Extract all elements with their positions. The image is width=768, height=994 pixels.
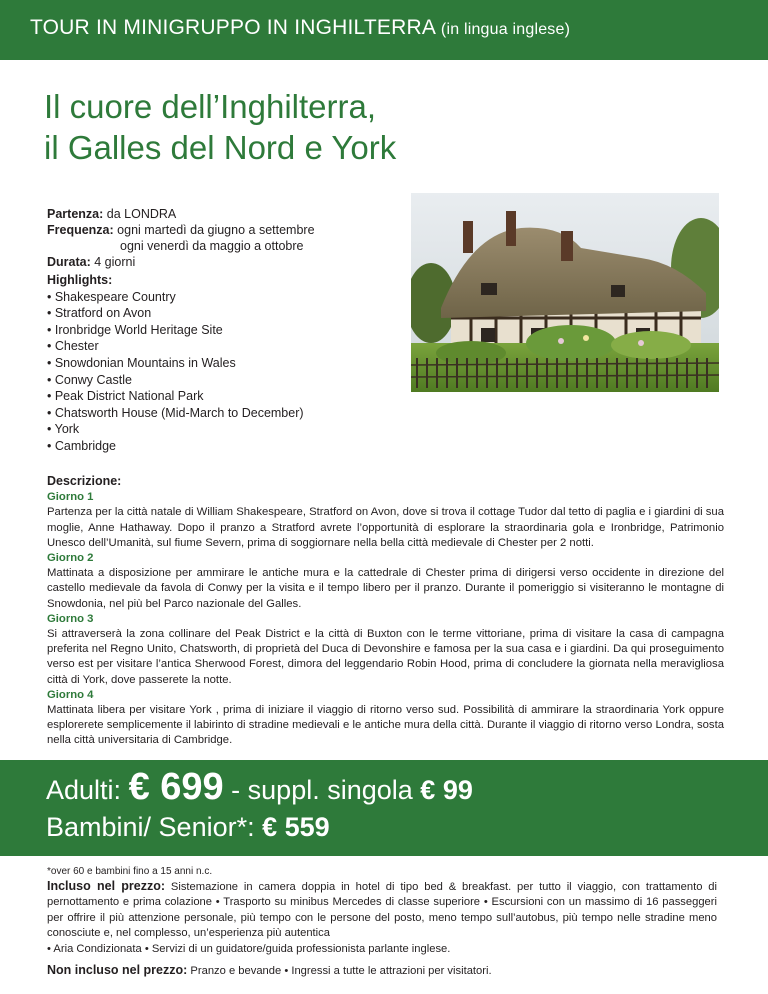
not-included-section: [47, 963, 492, 977]
included-label: Incluso nel prezzo:: [47, 879, 166, 893]
header-bar: [0, 0, 768, 60]
page-title: [44, 86, 396, 168]
included-text: Sistemazione in camera doppia in hotel di tipo bed & breakfast. per tutto il viaggio, con trattamento di pernottamento e prima colazione • Trasporto su minibus Mercedes di classe superiore • Escursioni con un massimo di 16 passeggeri per offrire il più attenzione personale, più tempo con le persone del posto, meno tempo sull’autobus, più tempo nelle stradine meno conosciute e, nel complesso, un’esperienza più autentica: [47, 881, 717, 940]
day-1-text: Partenza per la città natale di William Shakespeare, Stratford on Avon, dove si trova il cottage Tudor dal tetto di paglia e i giardini di sua moglie, Anne Hathaway. Dopo il pranzo a Stratford avrete l’opportunità di esplorare la straordinaria gola e Ironbridge, Patrimonio Unesco dell’Umanità, sul fiume Severn, prima di soggiornare nella bella città medievale di Chester per 2 notti.: [47, 506, 724, 549]
adult-price-row: [46, 766, 473, 809]
single-supplement-label: - suppl. singola: [231, 775, 413, 805]
page-title-line1: Il cuore dell’Inghilterra,: [44, 88, 376, 125]
duration-value: 4 giorni: [94, 255, 136, 269]
adult-price-label: Adulti:: [46, 775, 122, 805]
day-4-text: Mattinata libera per visitare York , prima di iniziare il viaggio di ritorno verso sud. Possibilità di ammirare la straordinaria York oppure esplorerete semplicemente il labirinto di stradine medievali e le antiche mura della città. Durante il viaggio di ritorno verso Londra, sosta nella città universitaria di Cambridge.: [47, 704, 724, 747]
page-title-line2: il Galles del Nord e York: [44, 129, 397, 166]
single-supplement-value: € 99: [420, 775, 473, 805]
footnote: *over 60 e bambini fino a 15 anni n.c.: [47, 866, 213, 877]
frequency-label: Frequenza:: [47, 223, 114, 237]
tour-info: [47, 206, 315, 270]
frequency-row: [47, 222, 315, 238]
highlight-item: • Peak District National Park: [47, 389, 204, 404]
cottage-photo: [411, 193, 719, 392]
child-price-value: € 559: [262, 812, 330, 842]
included-section: [47, 879, 717, 957]
highlights: [47, 272, 304, 455]
child-price-label: Bambini/ Senior*:: [46, 812, 255, 842]
day-4-title: Giorno 4: [47, 688, 94, 701]
highlight-item: • Ironbridge World Heritage Site: [47, 322, 223, 337]
highlight-item: • Conwy Castle: [47, 372, 132, 387]
header-subtitle: (in lingua inglese): [440, 21, 571, 38]
departure-row: [47, 206, 315, 222]
day-3-text: Si attraverserà la zona collinare del Peak District e la città di Buxton con le terme vittoriane, prima di visitare la casa di campagna preferita nel Regno Unito, Chatsworth, di proprietà del Duca di Devonshire e famosa per la sua casa e i giardini. Da qui proseguimento verso est per visitare l’antica Sherwood Forest, dimora del leggendario Robin Hood, prima di concludere la giornata nella meravigliosa città di York, dove passerete la notte.: [47, 628, 724, 686]
highlights-list: [47, 289, 304, 455]
highlight-item: • Cambridge: [47, 438, 116, 453]
highlight-item: • Chester: [47, 339, 99, 354]
header-title: [30, 16, 570, 40]
day-1-title: Giorno 1: [47, 491, 94, 504]
price-banner: [0, 760, 768, 856]
adult-price-value: € 699: [128, 766, 224, 808]
day-2-text: Mattinata a disposizione per ammirare le antiche mura e la cattedrale di Chester prima di dirigersi verso occidente in direzione del castello medievale da favola di Conwy per la visita e il tempo libero per il pranzo. Durante il pomeriggio si visiteranno le montagne di Snowdonia, nel più bel Parco nazionale del Galles.: [47, 567, 724, 610]
duration-row: [47, 254, 315, 270]
day-3-title: Giorno 3: [47, 612, 94, 625]
not-included-text: Pranzo e bevande • Ingressi a tutte le attrazioni per visitatori.: [190, 965, 492, 977]
duration-label: Durata:: [47, 255, 91, 269]
not-included-label: Non incluso nel prezzo:: [47, 963, 188, 977]
included-text-2: • Aria Condizionata • Servizi di un guidatore/guida professionista parlante inglese.: [47, 942, 451, 955]
departure-label: Partenza:: [47, 207, 104, 221]
highlight-item: • Stratford on Avon: [47, 306, 152, 321]
frequency-value-2: ogni venerdì da maggio a ottobre: [120, 239, 304, 253]
departure-value: da LONDRA: [106, 207, 177, 221]
highlight-item: • Shakespeare Country: [47, 289, 176, 304]
child-price-row: [46, 812, 330, 843]
day-2-title: Giorno 2: [47, 552, 94, 565]
description: [47, 474, 724, 749]
highlights-label: Highlights:: [47, 273, 113, 287]
highlight-item: • Chatsworth House (Mid-March to December): [47, 405, 304, 420]
header-title-text: TOUR IN MINIGRUPPO IN INGHILTERRA: [30, 16, 435, 39]
highlight-item: • Snowdonian Mountains in Wales: [47, 355, 236, 370]
frequency-value-1: ogni martedì da giugno a settembre: [117, 223, 315, 237]
description-label: Descrizione:: [47, 474, 122, 488]
highlight-item: • York: [47, 422, 80, 437]
